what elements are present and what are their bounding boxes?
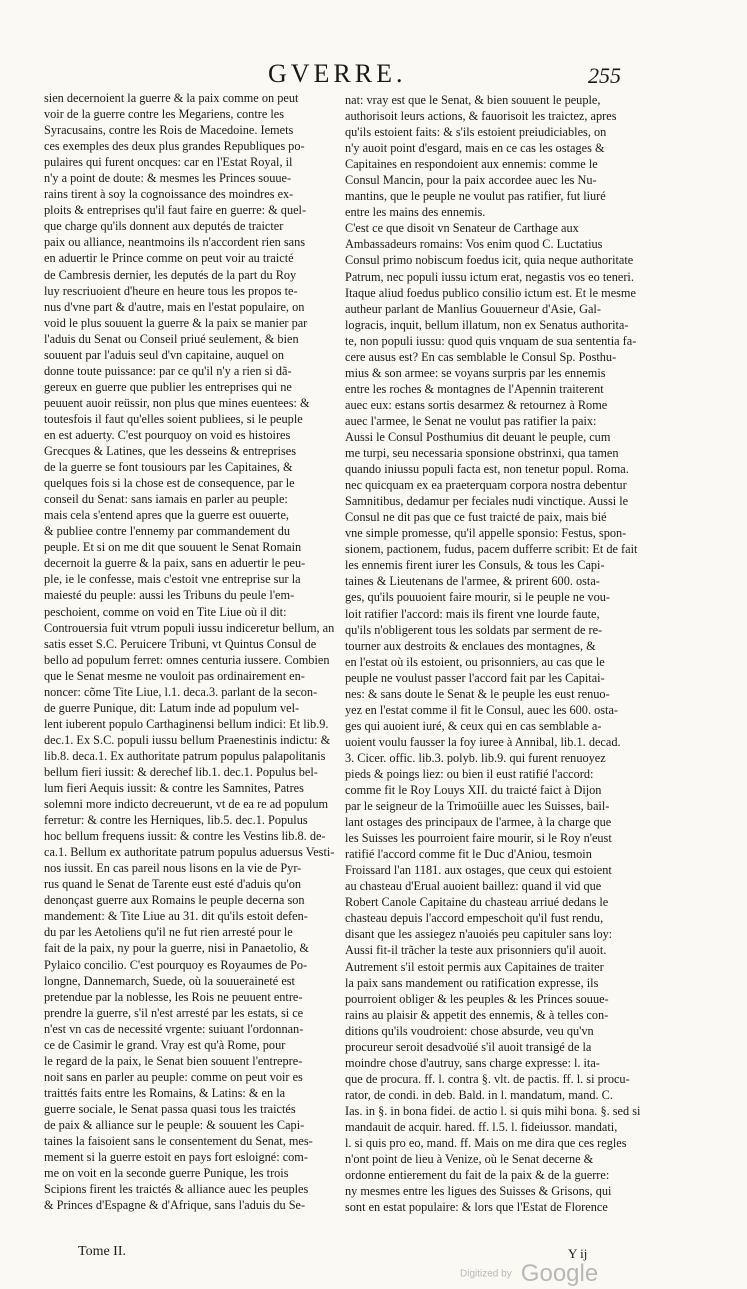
text-line: rator, de condi. in deb. Bald. in l. mandatum, mand. C. — [345, 1087, 613, 1102]
text-line: l. si quis pro eo, mand. ff. Mais on me dira que ces regles — [345, 1136, 627, 1151]
text-line: pourroient obliger & les peuples & les Princes souue- — [345, 991, 609, 1006]
text-line: peschoient, comme on void en Tite Liue où il dit: — [44, 604, 287, 619]
text-line: Aussi fit-il trãcher la teste aux prisonniers qu'il auoit. — [345, 943, 607, 958]
text-line: guerre sociale, le Senat passa quasi tous les traictés — [44, 1101, 296, 1116]
text-line: vne simple promesse, qu'il appelle sponsio: Festus, spon- — [345, 526, 627, 541]
text-line: ratifié l'accord comme fit le Duc d'Aniou, tesmoin — [345, 847, 592, 862]
text-line: du par les Aetoliens qu'il ne fut rien arresté pour le — [44, 925, 293, 940]
text-line: mandement: & Tite Liue au 31. dit qu'ils estoit defen- — [44, 909, 308, 924]
watermark-prefix: Digitized by — [460, 1268, 512, 1280]
text-line: au chasteau d'Erual auoient baillez: quand il vid que — [345, 879, 602, 894]
text-line: ple, ie le confesse, mais c'estoit vne entreprise sur la — [44, 572, 301, 587]
text-line: lent iuberent populo Carthaginensi bellum indici: Et lib.9. — [44, 716, 329, 731]
text-line: chasteau depuis l'accord empeschoit qu'il fust rendu, — [345, 911, 604, 926]
text-line: sionem, pactionem, fudus, pacem dufferre scribit: Et de fait — [345, 542, 638, 557]
text-line: Grecques & Latines, que les desseins & entreprises — [44, 444, 297, 459]
text-line: l'aduis du Senat ou Conseil priué seulement, & bien — [44, 331, 299, 346]
text-line: la paix sans mandement ou ratification expresse, ils — [345, 975, 599, 990]
text-line: en aduertir le Prince comme on peut voir au traicté — [44, 251, 294, 266]
text-line: ges qui auoient iuré, & ceux qui en cas semblable a- — [345, 718, 602, 733]
text-line: de paix & alliance sur le peuple: & souuent les Capi- — [44, 1118, 305, 1132]
text-line: en est aduerty. C'est pourquoy on void es histoires — [44, 427, 291, 442]
text-line: ploits & entreprises qu'il faut faire en guerre: & quel- — [44, 203, 307, 218]
text-line: de la guerre se font tousiours par les Capitaines, & — [44, 460, 293, 475]
left-text-column — [44, 90, 344, 1213]
text-line: lib.8. deca.1. Ex authoritate patrum populus palapolitanis — [44, 748, 326, 763]
text-line: ferretur: & contre les Herniques, lib.5. dec.1. Populus — [44, 813, 308, 828]
right-text-column — [345, 92, 651, 1215]
text-line: que le Senat mesme ne vouloit pas ordinairement en- — [44, 668, 305, 683]
text-line: que de procura. ff. l. contra §. vlt. de pactis. ff. l. si procu- — [345, 1071, 630, 1086]
text-line: satis esset S.C. Peruicere Tribuni, vt Quintus Consul de — [44, 636, 317, 651]
text-line: loit ratifier l'accord: mais ils firent vne lourde faute, — [345, 606, 600, 621]
text-line: voir de la guerre contre les Megariens, contre les — [44, 107, 285, 122]
text-line: que charge qu'ils donnent aux deputés de traicter — [44, 219, 284, 234]
text-line: nus d'vne part & d'autre, mais en l'estat populaire, on — [44, 299, 305, 314]
signature-mark: Y ij — [568, 1246, 588, 1261]
text-line: bello ad populum ferret: omnes centuria iussere. Combien — [44, 652, 330, 667]
text-line: hoc bellum frequens iussit: & contre les Vestins lib.8. de- — [44, 829, 326, 844]
text-line: taines la faisoient sans le consentement du Senat, mes- — [44, 1134, 313, 1149]
text-line: n'est vn cas de necessité vrgente: suiuant l'ordonnan- — [44, 1021, 304, 1036]
text-line: Aussi le Consul Posthumius dit deuant le peuple, cum — [345, 429, 611, 444]
text-line: par le seigneur de la Trimoüille auec les Suisses, bail- — [345, 799, 610, 814]
text-line: mantins, que le peuple ne voulut pas ratifier, fut liuré — [345, 189, 606, 204]
text-line: peuuent auoir reüssir, non plus que mines euentees: & — [44, 395, 310, 410]
text-line: Capitaines en respondoient aux ennemis: comme le — [345, 157, 598, 172]
text-line: comme fit le Roy Louys XII. du traicté faict à Dijon — [345, 783, 602, 798]
text-line: ordonne entierement du fait de la paix & de la guerre: — [345, 1168, 610, 1183]
text-line: entre les roches & montagnes de l'Apennin traiterent — [345, 381, 604, 396]
text-line: de Cambresis dernier, les deputés de la part du Roy — [44, 267, 297, 282]
text-line: gereux en guerre que publier les entreprises qui ne — [44, 379, 292, 394]
text-line: Consul ne dit pas que ce fust traicté de paix, mais bié — [345, 510, 607, 525]
text-line: conseil du Senat: sans iamais en parler au peuple: — [44, 492, 288, 507]
text-line: denonçast guerre aux Romains le peuple decerna son — [44, 893, 305, 908]
text-line: moindre chose d'autruy, sans charge expresse: l. ita- — [345, 1055, 600, 1070]
text-line: Samnitibus, dedamur per feciales nudi vinctique. Aussi le — [345, 494, 629, 509]
text-line: auec l'armee, le Senat ne voulut pas ratifier la paix: — [345, 413, 597, 428]
text-line: disant que les assiegez n'auoiés peu capituler sans loy: — [345, 927, 613, 942]
text-line: rains au plaisir & appetit des ennemis, & à telles con- — [345, 1007, 609, 1022]
text-line: void le plus souuent la guerre & la paix se manier par — [44, 315, 308, 330]
text-line: ny mesmes entre les ligues des Suisses & Grisons, qui — [345, 1184, 612, 1199]
text-line: & Princes d'Espagne & d'Afrique, sans l'aduis du Se- — [44, 1198, 306, 1213]
text-line: mement si la guerre estoit en pays fort esloigné: com- — [44, 1150, 308, 1165]
text-line: qu'ils n'obligerent tous les soldats par serment de re- — [345, 622, 603, 637]
text-line: qu'ils estoient faits: & s'ils estoient preiudiciables, on — [345, 125, 607, 140]
text-line: lant ostages des principaux de l'armee, à la charge que — [345, 815, 612, 830]
text-line: Robert Canole Capitaine du chasteau arriué dedans le — [345, 895, 609, 910]
text-line: maiesté du peuple: aussi les Tribuns du peule l'em- — [44, 588, 295, 603]
text-line: quelques fois si la chose est de consequence, par le — [44, 476, 295, 491]
running-title: GVERRE. — [268, 59, 407, 88]
text-line: Scipions firent les traictés & alliance auec les peuples — [44, 1182, 309, 1197]
text-line: sont en estat populaire: & lors que l'Estat de Florence — [345, 1200, 608, 1215]
watermark-brand: Google — [520, 1260, 599, 1287]
page-number: 255 — [588, 63, 621, 88]
text-line: mais cela s'entend apres que la guerre est ouuerte, — [44, 508, 289, 523]
text-line: Froissard l'an 1181. aux ostages, que ceux qui estoient — [345, 863, 612, 878]
text-line: le regard de la paix, le Senat bien souuent l'entrepre- — [44, 1053, 303, 1068]
text-line: authorisoit leurs actions, & fauorisoit les traictez, apres — [345, 109, 617, 124]
text-line: Ias. in §. in bona fidei. de actio l. si quis mihi bona. §. sed si — [345, 1103, 641, 1118]
text-line: yez en l'estat comme il fit le Consul, auec les 600. osta- — [345, 702, 619, 717]
text-line: n'ont point de lieu à Venize, où le Senat decerne & — [345, 1152, 594, 1167]
text-line: paix ou alliance, neantmoins ils n'accordent rien sans — [44, 235, 306, 250]
text-line: rus quand le Senat de Tarente eust esté d'aduis qu'on — [44, 877, 302, 892]
text-line: Patrum, nec populi iussu ictum erat, negastis vos eo teneri. — [345, 269, 634, 284]
text-line: ges, qu'ils pouuoient faire mourir, si le peuple ne vou- — [345, 590, 611, 605]
text-line: & publiee contre l'ennemy par commandement du — [44, 524, 291, 539]
text-line: Ambassadeurs romains: Vos enim quod C. Luctatius — [345, 237, 603, 252]
text-line: fait de la paix, ny pour la guerre, nisi in Panaetolio, & — [44, 941, 309, 956]
text-line: pretendue par la noblesse, les Rois ne peuuent entre- — [44, 989, 303, 1004]
text-line: bellum fieri iussit: & derechef lib.1. dec.1. Populus bel- — [44, 764, 318, 779]
text-line: de guerre Punique, dit: Latum inde ad populum vel- — [44, 700, 300, 715]
text-line: Consul Mancin, pour la paix accordee auec les Nu- — [345, 173, 597, 188]
text-line: toutesfois il faut qu'elles soient publiees, si le peuple — [44, 411, 303, 426]
text-line: Controuersia fuit vtrum populi iussu indiceretur bellum, an — [44, 620, 335, 635]
text-line: n'y auoit point d'esgard, mais en ce cas les ostages & — [345, 141, 605, 156]
text-line: lum fieri Aequis iussit: & contre les Samnites, Patres — [44, 781, 304, 796]
text-line: pulaires qui furent oncques: car en l'Estat Royal, il — [44, 155, 293, 170]
text-line: pieds & poings liez: ou bien il eust ratifié l'accord: — [345, 766, 594, 781]
text-line: auec eux: estans sortis desarmez & retournez à Rome — [345, 397, 608, 412]
text-line: mandauit de acquir. hared. ff. l.5. l. fideiussor. mandati, — [345, 1120, 618, 1134]
text-line: ces exemples des deux plus grandes Republiques po- — [44, 139, 305, 154]
text-line: peuple ne voulust passer l'accord fait par les Capitai- — [345, 670, 605, 685]
text-line: mius & son armee: se voyans surpris par les ennemis — [345, 365, 606, 380]
text-line: taines & Lieutenans de l'armee, & prirent 600. osta- — [345, 574, 600, 589]
text-line: logracis, inquit, bellum illatum, non ex Senatus authorita- — [345, 317, 629, 332]
text-line: entre les mains des ennemis. — [345, 205, 486, 220]
text-line: Syracusains, contre les Rois de Macedoine. Iemets — [44, 123, 294, 138]
text-line: ce de Casimir le grand. Vray est qu'à Rome, pour — [44, 1037, 286, 1052]
text-line: souuent par l'aduis seul d'vn capitaine, auquel on — [44, 347, 285, 362]
text-line: ca.1. Bellum ex authoritate patrum populus aduersus Vesti- — [44, 845, 335, 860]
text-line: decernoit la guerre & la paix, sans en aduertir le peu- — [44, 556, 306, 571]
text-line: C'est ce que disoit vn Senateur de Carthage aux — [345, 221, 579, 236]
text-line: prendre la guerre, s'il n'est arresté par les estats, si ce — [44, 1005, 304, 1020]
text-line: Consul primo nobiscum foedus icit, quia neque authoritate — [345, 253, 634, 268]
text-line: noncer: cõme Tite Liue, l.1. deca.3. parlant de la secon- — [44, 684, 318, 699]
text-line: les Suisses les pourroient faire mourir, si le Roy n'eust — [345, 831, 612, 846]
text-line: sien decernoient la guerre & la paix comme on peut — [44, 91, 299, 105]
text-line: solemni more indicto decreuerunt, vt de ea re ad populum — [44, 797, 329, 812]
page-header — [0, 55, 747, 95]
text-line: rains tirent à soy la cognoissance des moindres ex- — [44, 187, 294, 202]
text-line: cere ausus est? En cas semblable le Consul Sp. Posthu- — [345, 349, 617, 364]
google-watermark — [460, 1260, 598, 1288]
text-line: Itaque aliud foedus publico consilio ictum est. Et le mesme — [345, 285, 636, 300]
text-line: n'y a point de doute: & mesmes les Princes souue- — [44, 171, 292, 186]
text-line: nes: & sans doute le Senat & le peuple les eust renuo- — [345, 686, 610, 701]
text-line: nos iussit. En cas pareil nous lisons en la vie de Pyr- — [44, 861, 302, 876]
text-line: autheur parlant de Manlius Gouuerneur d'Asie, Gal- — [345, 301, 601, 316]
text-line: me turpi, seu necessaria sponsione obstrinxi, qua tamen — [345, 446, 619, 461]
text-line: uoient voulu fausser la foy iuree à Annibal, lib.1. decad. — [345, 734, 621, 749]
text-line: Pylaico concilio. C'est pourquoy es Royaumes de Po- — [44, 957, 308, 972]
text-line: ditions qu'ils voudroient: chose absurde, veu qu'vn — [345, 1023, 594, 1038]
volume-label: Tome II. — [78, 1244, 127, 1259]
text-line: nat: vray est que le Senat, & bien souuent le peuple, — [345, 93, 601, 107]
text-line: me on voit en la seconde guerre Punique, les trois — [44, 1166, 289, 1181]
text-line: traittés faits entre les Romains, & Latins: & en la — [44, 1085, 286, 1100]
text-line: dec.1. Ex S.C. populi iussu bellum Praenestinis indictu: & — [44, 732, 331, 747]
text-line: noit sans en parler au peuple: comme on peut voir es — [44, 1069, 303, 1084]
text-line: les ennemis firent iurer les Consuls, & tous les Capi- — [345, 558, 605, 573]
text-line: quando iniussu populi facta est, non tenetur popul. Roma. — [345, 462, 629, 477]
text-line: 3. Cicer. offic. lib.3. polyb. lib.9. qui furent renuoyez — [345, 750, 606, 765]
text-line: te, non populi iussu: quod quis vnquam de sua sententia fa- — [345, 333, 637, 348]
text-line: tourner aux destroits & enclaues des montagnes, & — [345, 638, 596, 653]
text-line: procureur seroit desadvoüé s'il auoit transigé de la — [345, 1039, 592, 1054]
text-line: peuple. Et si on me dit que souuent le Senat Romain — [44, 540, 302, 555]
text-line: nec quicquam ex ea praeterquam corpora nostra debentur — [345, 478, 627, 493]
text-line: longne, Dannemarch, Suede, où la souueraineté est — [44, 973, 295, 988]
text-line: luy rescriuoient d'heure en heure tous les propos te- — [44, 283, 298, 298]
text-line: Autrement s'il estoit permis aux Capitaines de traiter — [345, 959, 604, 974]
text-line: en l'estat où ils estoient, ou prisonniers, au cas que le — [345, 654, 605, 669]
text-line: donne toute puissance: par ce qu'il n'y a rien si dã- — [44, 363, 292, 378]
